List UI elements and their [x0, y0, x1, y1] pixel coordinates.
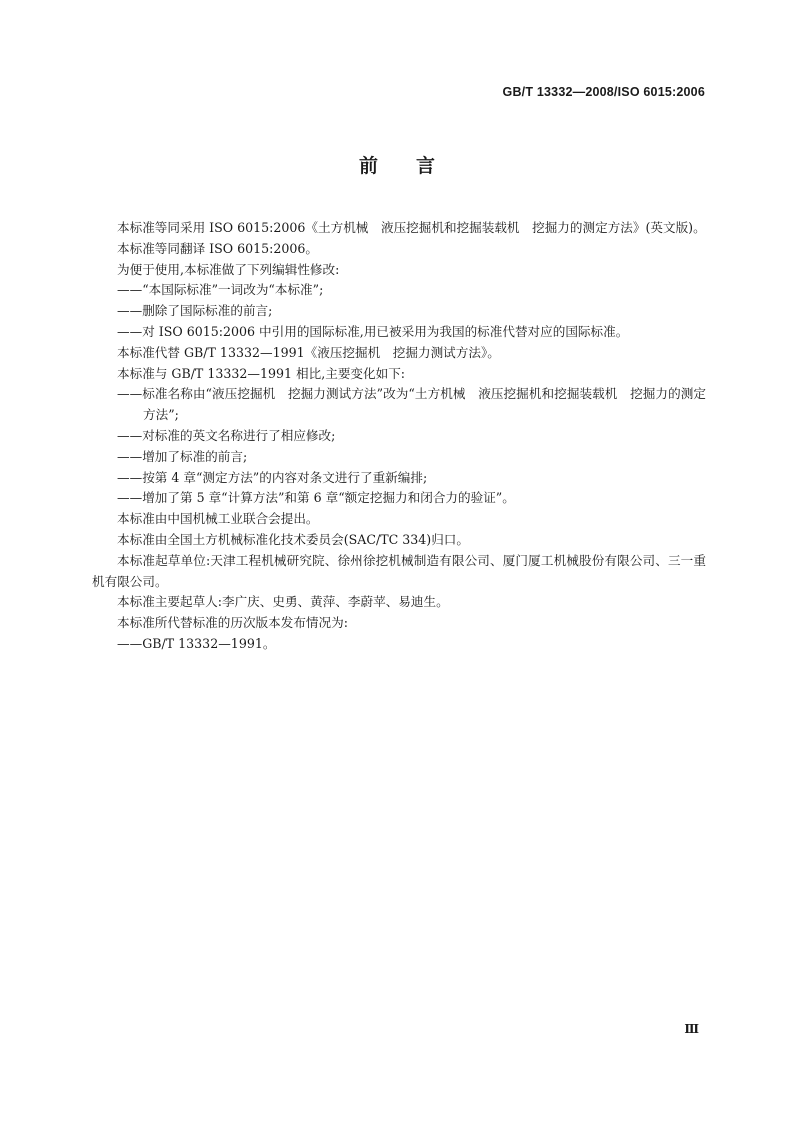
paragraph: 本标准等同采用 ISO 6015:2006《土方机械 液压挖掘机和挖掘装载机 挖掘力的测定方法》(英文版)。 — [117, 220, 706, 235]
paragraph: 本标准代替 GB/T 13332—1991《液压挖掘机 挖掘力测试方法》。 — [117, 344, 500, 360]
paragraph: 本标准所代替标准的历次版本发布情况为: — [117, 615, 348, 631]
paragraph: 本标准由全国土方机械标准化技术委员会(SAC/TC 334)归口。 — [117, 531, 469, 547]
page-number: Ⅲ — [684, 1022, 698, 1036]
paragraph: 本标准起草单位:天津工程机械研究院、徐州徐挖机械制造有限公司、厦门厦工机械股份有限公司、三一重机有限公司。 — [92, 552, 706, 589]
paragraph: 本标准主要起草人:李广庆、史勇、黄萍、李蔚苹、易迪生。 — [117, 594, 449, 610]
list-item: ——“本国际标准”一词改为“本标准”; — [117, 282, 324, 298]
paragraph: 为便于使用,本标准做了下列编辑性修改: — [117, 261, 340, 277]
list-item: ——按第 4 章“测定方法”的内容对条文进行了重新编排; — [117, 469, 428, 485]
standard-code-header: GB/T 13332—2008/ISO 6015:2006 — [502, 85, 705, 99]
paragraph: 本标准等同翻译 ISO 6015:2006。 — [117, 240, 319, 256]
list-item: ——对标准的英文名称进行了相应修改; — [117, 427, 336, 443]
list-item: ——GB/T 13332—1991。 — [117, 635, 276, 651]
foreword-body — [92, 218, 706, 655]
list-item: ——增加了标准的前言; — [117, 448, 248, 464]
list-item: ——标准名称由“液压挖掘机 挖掘力测试方法”改为“土方机械 液压挖掘机和挖掘装载机 挖掘力的测定方法”; — [117, 386, 706, 423]
page-title: 前言 — [358, 155, 473, 177]
list-item: ——对 ISO 6015:2006 中引用的国际标准,用已被采用为我国的标准代替对应的国际标准。 — [117, 323, 629, 339]
list-item: ——删除了国际标准的前言; — [117, 303, 273, 319]
paragraph: 本标准由中国机械工业联合会提出。 — [117, 511, 319, 527]
paragraph: 本标准与 GB/T 13332—1991 相比,主要变化如下: — [117, 365, 406, 381]
list-item: ——增加了第 5 章“计算方法”和第 6 章“额定挖掘力和闭合力的验证”。 — [117, 490, 515, 506]
